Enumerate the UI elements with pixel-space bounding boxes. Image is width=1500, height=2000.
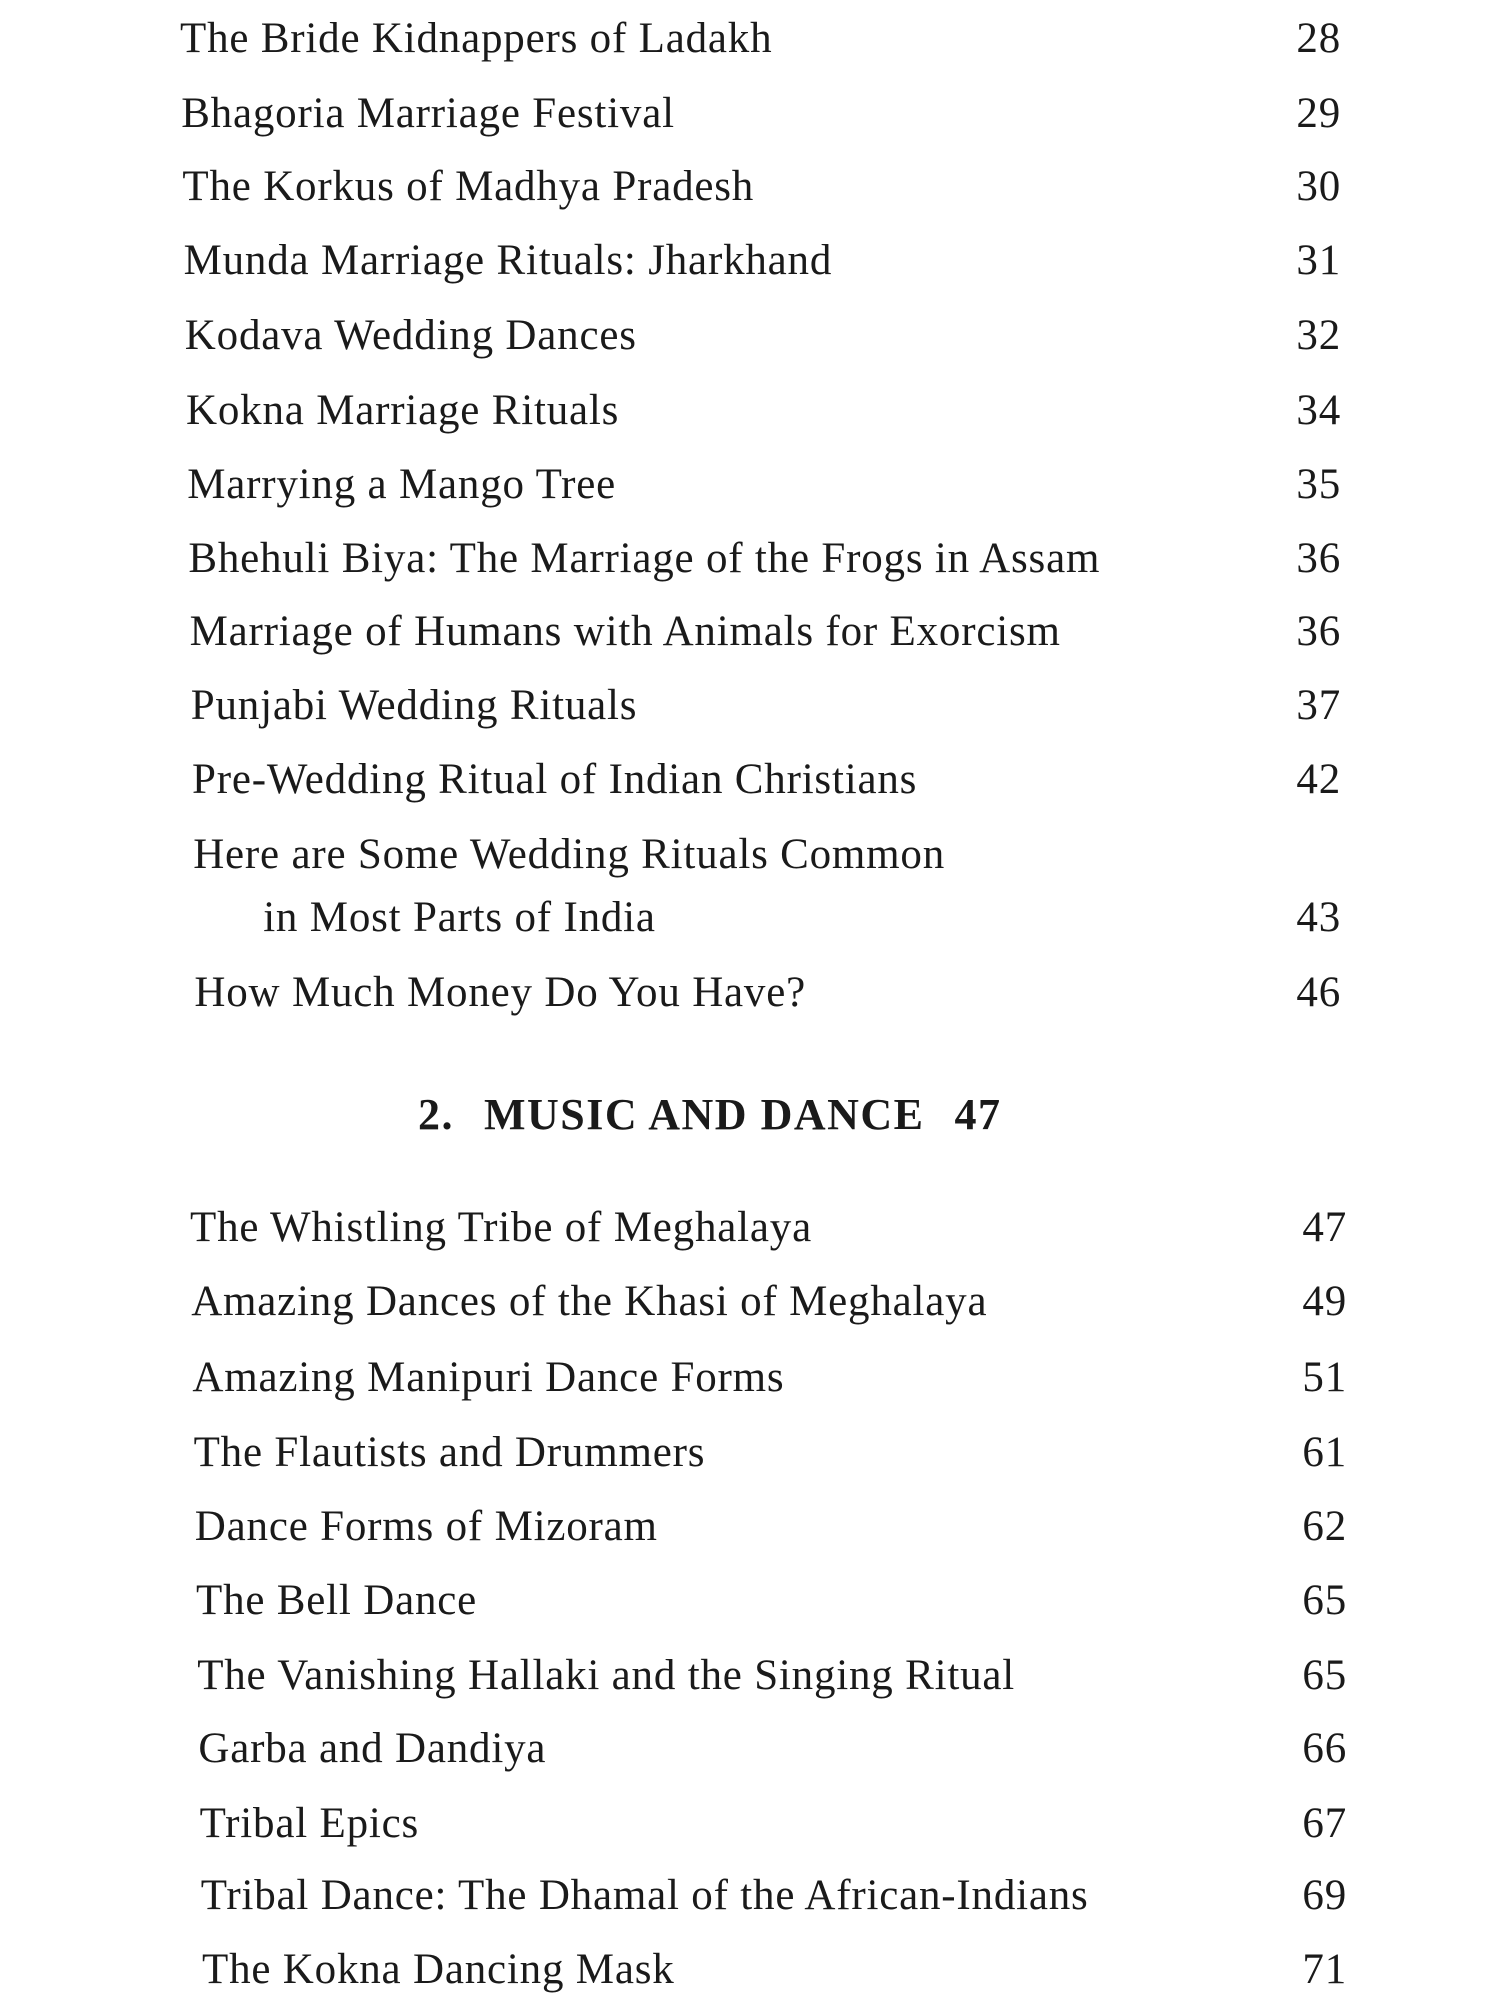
toc-entry <box>0 84 1500 144</box>
toc-entry-title: Here are Some Wedding Rituals Common <box>193 831 946 878</box>
toc-entry-page: 29 <box>1296 90 1341 137</box>
toc-entry-title: The Whistling Tribe of Meghalaya <box>190 1204 812 1251</box>
toc-entry-title: Garba and Dandiya <box>198 1725 547 1772</box>
toc-entry-page: 31 <box>1296 237 1341 284</box>
toc-entry-page: 67 <box>1302 1800 1347 1847</box>
toc-entry-page: 36 <box>1296 535 1341 582</box>
toc-entry <box>0 1423 1500 1483</box>
toc-entry-title: in Most Parts of India <box>263 894 656 941</box>
toc-entry <box>0 1272 1500 1332</box>
toc-entry <box>0 1646 1500 1706</box>
toc-entry-title: The Flautists and Drummers <box>193 1429 706 1476</box>
toc-entry-page: 32 <box>1296 312 1341 359</box>
chapter-number: 2. <box>418 1090 454 1139</box>
toc-entry-page: 47 <box>1302 1204 1347 1251</box>
toc-entry <box>0 231 1500 291</box>
toc-entry-title: Marriage of Humans with Animals for Exorcism <box>189 608 1061 655</box>
chapter-page: 47 <box>954 1090 1002 1139</box>
toc-entry-page: 66 <box>1302 1725 1347 1772</box>
toc-entry-page: 46 <box>1296 969 1341 1016</box>
chapter-heading <box>418 1085 1002 1145</box>
toc-entry-page: 65 <box>1302 1652 1347 1699</box>
toc-entry-title: How Much Money Do You Have? <box>194 969 807 1016</box>
toc-entry-title: The Bride Kidnappers of Ladakh <box>180 15 773 62</box>
toc-entry-title: The Vanishing Hallaki and the Singing Ritual <box>197 1652 1016 1699</box>
toc-entry <box>0 1497 1500 1557</box>
toc-entry-page: 49 <box>1302 1278 1347 1325</box>
toc-entry <box>0 1940 1500 2000</box>
toc-entry-title: Tribal Epics <box>199 1800 420 1847</box>
toc-entry-page: 30 <box>1296 163 1341 210</box>
toc-entry <box>0 1348 1500 1408</box>
toc-entry-page: 35 <box>1296 461 1341 508</box>
toc-entry-title: Amazing Manipuri Dance Forms <box>192 1354 785 1401</box>
toc-entry-title: Dance Forms of Mizoram <box>194 1503 658 1550</box>
toc-entry <box>0 1571 1500 1631</box>
toc-entry <box>0 825 1500 885</box>
toc-entry-page: 65 <box>1302 1577 1347 1624</box>
toc-entry-title: The Bell Dance <box>196 1577 478 1624</box>
toc-entry <box>0 1198 1500 1258</box>
toc-entry-page: 69 <box>1302 1872 1347 1919</box>
toc-entry-title: The Kokna Dancing Mask <box>202 1946 675 1993</box>
toc-entry <box>0 1866 1500 1926</box>
toc-entry <box>0 888 1500 948</box>
chapter-title: MUSIC AND DANCE <box>484 1090 925 1139</box>
toc-entry-title: Marrying a Mango Tree <box>187 461 617 508</box>
toc-entry-page: 36 <box>1296 608 1341 655</box>
toc-entry-title: Amazing Dances of the Khasi of Meghalaya <box>191 1278 988 1325</box>
toc-entry <box>0 306 1500 366</box>
toc-entry <box>0 381 1500 441</box>
toc-entry-page: 61 <box>1302 1429 1347 1476</box>
toc-entry-title: Tribal Dance: The Dhamal of the African-Indians <box>200 1872 1089 1919</box>
toc-entry-page: 43 <box>1296 894 1341 941</box>
toc-entry <box>0 529 1500 589</box>
toc-entry <box>0 750 1500 810</box>
toc-entry-title: Bhehuli Biya: The Marriage of the Frogs in Assam <box>188 535 1101 582</box>
toc-entry-page: 42 <box>1296 756 1341 803</box>
toc-entry <box>0 455 1500 515</box>
toc-entry <box>0 157 1500 217</box>
toc-entry-title: The Korkus of Madhya Pradesh <box>182 163 755 210</box>
toc-entry-title: Punjabi Wedding Rituals <box>190 682 638 729</box>
toc-entry <box>0 676 1500 736</box>
toc-entry-page: 71 <box>1302 1946 1347 1993</box>
toc-entry <box>0 1794 1500 1854</box>
toc-entry-title: Kokna Marriage Rituals <box>186 387 620 434</box>
toc-entry-title: Bhagoria Marriage Festival <box>181 90 675 137</box>
toc-entry-title: Pre-Wedding Ritual of Indian Christians <box>192 756 918 803</box>
toc-entry <box>0 9 1500 69</box>
toc-entry <box>0 963 1500 1023</box>
toc-entry-page: 37 <box>1296 682 1341 729</box>
toc-entry <box>0 1719 1500 1779</box>
toc-entry-page: 62 <box>1302 1503 1347 1550</box>
toc-entry-title: Kodava Wedding Dances <box>184 312 637 359</box>
toc-entry-page: 51 <box>1302 1354 1347 1401</box>
toc-entry-page: 28 <box>1296 15 1341 62</box>
toc-entry-title: Munda Marriage Rituals: Jharkhand <box>183 237 833 284</box>
toc-entry-page: 34 <box>1296 387 1341 434</box>
toc-entry <box>0 602 1500 662</box>
